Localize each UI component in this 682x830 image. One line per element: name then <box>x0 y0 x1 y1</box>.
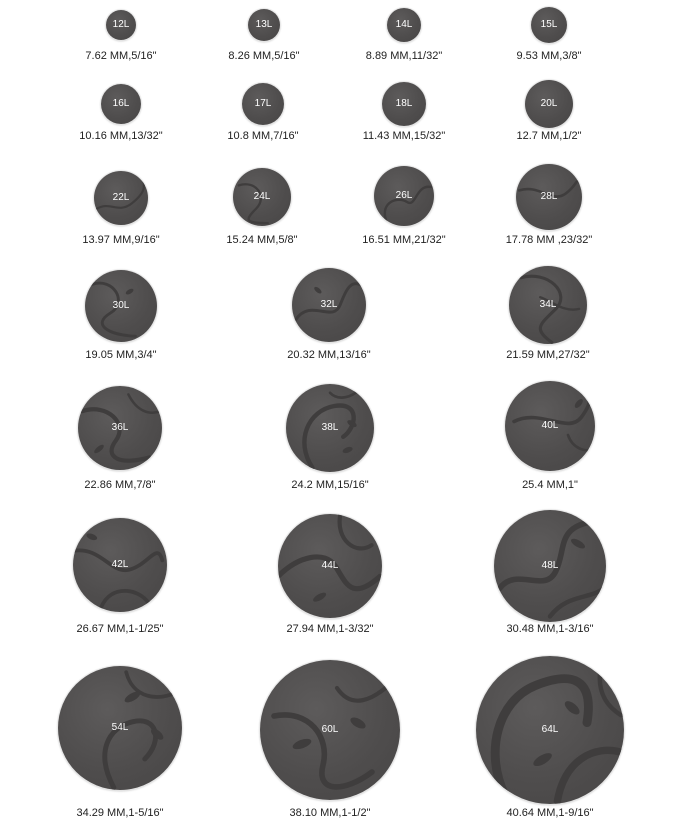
size-caption: 13.97 MM,9/16" <box>82 234 160 246</box>
size-label: 24L <box>253 191 271 202</box>
button-disc <box>286 384 374 472</box>
size-label: 16L <box>112 98 130 109</box>
size-caption: 26.67 MM,1-1/25" <box>76 623 164 635</box>
button-disc <box>94 171 148 225</box>
size-caption: 8.89 MM,11/32" <box>365 50 443 62</box>
button-disc <box>505 381 595 471</box>
size-caption: 17.78 MM ,23/32" <box>505 234 593 246</box>
size-label: 13L <box>255 19 273 30</box>
size-label: 20L <box>540 98 558 109</box>
button-disc <box>233 168 291 226</box>
size-caption: 7.62 MM,5/16" <box>85 50 157 62</box>
size-label: 18L <box>395 98 413 109</box>
size-label: 32L <box>320 299 338 310</box>
size-caption: 34.29 MM,1-5/16" <box>76 807 164 819</box>
size-label: 60L <box>321 724 339 735</box>
size-caption: 11.43 MM,15/32" <box>362 130 446 142</box>
size-label: 44L <box>321 560 339 571</box>
button-disc <box>58 666 182 790</box>
button-disc <box>382 82 426 126</box>
size-caption: 40.64 MM,1-9/16" <box>506 807 594 819</box>
size-label: 48L <box>541 560 559 571</box>
size-label: 42L <box>111 559 129 570</box>
size-caption: 27.94 MM,1-3/32" <box>286 623 374 635</box>
size-caption: 10.8 MM,7/16" <box>227 130 299 142</box>
size-caption: 21.59 MM,27/32" <box>506 349 590 361</box>
size-caption: 8.26 MM,5/16" <box>228 50 300 62</box>
size-label: 64L <box>541 724 559 735</box>
size-label: 28L <box>540 191 558 202</box>
size-label: 54L <box>111 722 129 733</box>
button-disc <box>374 166 434 226</box>
button-disc <box>531 7 567 43</box>
size-label: 17L <box>254 98 272 109</box>
button-disc <box>476 656 624 804</box>
size-caption: 20.32 MM,13/16" <box>287 349 371 361</box>
size-caption: 16.51 MM,21/32" <box>362 234 446 246</box>
button-disc <box>242 83 284 125</box>
size-caption: 22.86 MM,7/8" <box>84 479 156 491</box>
button-disc <box>525 80 573 128</box>
button-disc <box>387 8 421 42</box>
button-disc <box>494 510 606 622</box>
size-label: 34L <box>539 299 557 310</box>
size-label: 26L <box>395 190 413 201</box>
button-disc <box>78 386 162 470</box>
size-label: 12L <box>112 19 130 30</box>
size-label: 38L <box>321 422 339 433</box>
size-label: 36L <box>111 422 129 433</box>
size-caption: 38.10 MM,1-1/2" <box>289 807 371 819</box>
size-caption: 10.16 MM,13/32" <box>79 130 163 142</box>
button-disc <box>106 10 136 40</box>
size-caption: 30.48 MM,1-3/16" <box>506 623 594 635</box>
size-caption: 15.24 MM,5/8" <box>226 234 298 246</box>
button-disc <box>292 268 366 342</box>
button-disc <box>278 514 382 618</box>
size-label: 40L <box>541 420 559 431</box>
button-disc <box>101 84 141 124</box>
button-disc <box>85 270 157 342</box>
size-label: 30L <box>112 300 130 311</box>
button-disc <box>248 9 280 41</box>
size-caption: 12.7 MM,1/2" <box>516 130 582 142</box>
button-disc <box>509 266 587 344</box>
size-caption: 24.2 MM,15/16" <box>291 479 369 491</box>
size-label: 15L <box>540 19 558 30</box>
size-label: 14L <box>395 19 413 30</box>
button-disc <box>516 164 582 230</box>
size-label: 22L <box>112 192 130 203</box>
size-caption: 9.53 MM,3/8" <box>516 50 582 62</box>
button-disc <box>260 660 400 800</box>
button-disc <box>73 518 167 612</box>
size-caption: 25.4 MM,1" <box>522 479 578 491</box>
size-caption: 19.05 MM,3/4" <box>85 349 157 361</box>
